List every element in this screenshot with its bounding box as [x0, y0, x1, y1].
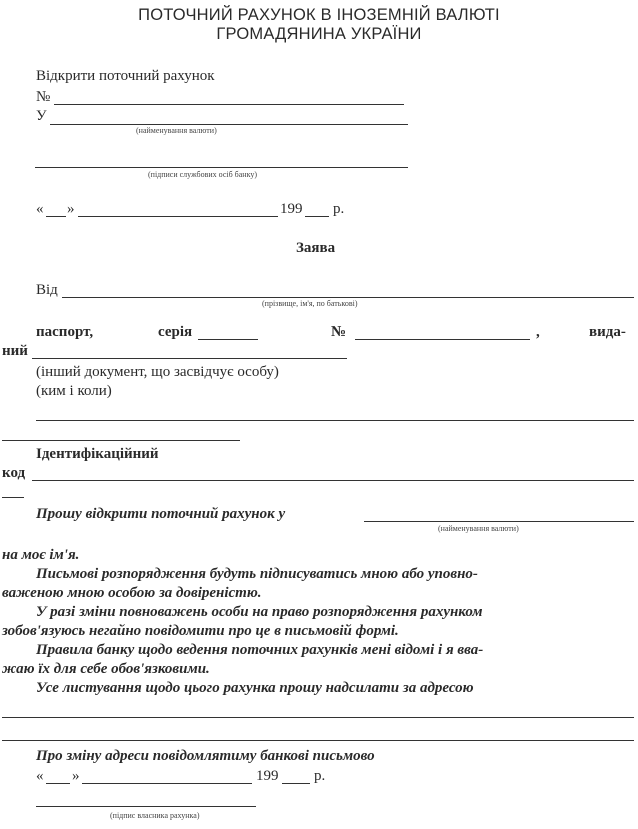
- passport-comma: ,: [536, 324, 540, 340]
- title-line-1: ПОТОЧНИЙ РАХУНОК В ІНОЗЕМНІЙ ВАЛЮТІ: [138, 6, 500, 24]
- para3-line1: Правила банку щодо ведення поточних рахунків мені відомі і я вва-: [36, 642, 484, 658]
- owner-date-year-line: [282, 783, 310, 784]
- bank-date-year-line: [305, 216, 329, 217]
- passport-number-line: [355, 339, 530, 340]
- series-line: [198, 339, 258, 340]
- other-document-label: (інший документ, що засвідчує особу): [36, 364, 279, 380]
- para4-line1: Усе листування щодо цього рахунка прошу надсилати за адресою: [36, 680, 474, 696]
- bank-signatures-caption: (підписи службових осіб банку): [148, 170, 258, 179]
- by-whom-line: [36, 420, 634, 421]
- owner-date-month-line: [82, 783, 252, 784]
- in-my-name: на моє ім'я.: [2, 547, 80, 563]
- para2-line2: зобов'язуюсь негайно повідомити про це в письмовій формі.: [2, 623, 399, 639]
- address-line-2: [2, 740, 634, 741]
- id-code-label-2: код: [2, 465, 26, 481]
- bank-signatures-line: [35, 167, 408, 168]
- currency-caption: (найменування валюти): [136, 126, 217, 135]
- currency-in-label: У: [36, 108, 47, 124]
- currency-line: [50, 124, 408, 125]
- issued-part1: вида-: [589, 324, 626, 340]
- owner-date-year-suffix: р.: [314, 768, 326, 784]
- owner-signature-line: [36, 806, 256, 807]
- owner-date-close-quote: »: [72, 768, 80, 784]
- owner-date-open-quote: «: [36, 768, 44, 784]
- para1-line2: важеною мною особою за довіреністю.: [2, 585, 262, 601]
- by-whom-line-2: [2, 440, 240, 441]
- request-currency-caption: (найменування валюти): [438, 524, 519, 533]
- from-name-line: [62, 297, 634, 298]
- owner-date-year-prefix: 199: [256, 768, 279, 784]
- issued-line: [32, 358, 347, 359]
- request-text: Прошу відкрити поточний рахунок у: [36, 506, 286, 522]
- passport-label: паспорт,: [36, 324, 94, 340]
- owner-date-day-line: [46, 783, 70, 784]
- bank-date-open-quote: «: [36, 201, 44, 217]
- para3-line2: жаю їх для себе обов'язковими.: [2, 661, 210, 677]
- issued-part2: ний: [2, 343, 28, 359]
- account-number-line: [54, 104, 404, 105]
- name-caption: (прізвище, ім'я, по батькові): [262, 299, 358, 308]
- bank-date-year-suffix: р.: [333, 201, 345, 217]
- id-code-line-2: [2, 497, 24, 498]
- application-heading: Заява: [296, 240, 336, 256]
- open-account-label: Відкрити поточний рахунок: [36, 68, 215, 84]
- bank-date-month-line: [78, 216, 278, 217]
- bank-date-close-quote: »: [67, 201, 75, 217]
- para2-line1: У разі зміни повноважень особи на право розпорядження рахунком: [36, 604, 483, 620]
- series-label: серія: [158, 324, 193, 340]
- by-whom-label: (ким і коли): [36, 383, 112, 399]
- account-number-label: №: [36, 89, 51, 105]
- request-currency-line: [364, 521, 634, 522]
- address-line-1: [2, 717, 634, 718]
- id-code-line: [32, 480, 634, 481]
- bank-date-day-line: [46, 216, 66, 217]
- address-change-text: Про зміну адреси повідомлятиму банкові письмово: [36, 748, 375, 764]
- from-label: Від: [36, 282, 58, 298]
- passport-number-label: №: [331, 324, 347, 340]
- id-code-label-1: Ідентифікаційний: [36, 446, 159, 462]
- para1-line1: Письмові розпорядження будуть підписуватись мною або уповно-: [36, 566, 478, 582]
- title-line-2: ГРОМАДЯНИНА УКРАЇНИ: [216, 25, 422, 43]
- bank-date-year-prefix: 199: [280, 201, 303, 217]
- owner-signature-caption: (підпис власника рахунка): [110, 811, 200, 820]
